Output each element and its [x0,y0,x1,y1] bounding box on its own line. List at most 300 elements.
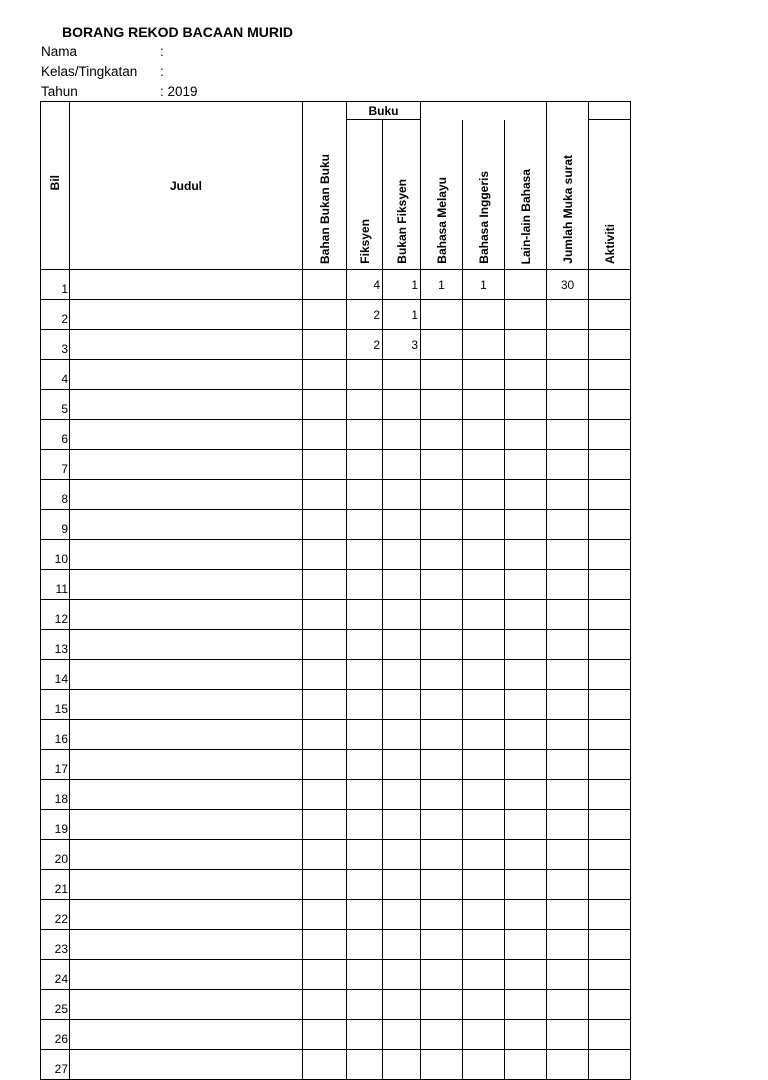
row-lain-lain-bahasa [505,840,547,870]
row-bahasa-melayu [421,600,463,630]
row-fiksyen [347,780,383,810]
row-aktiviti [589,300,631,330]
row-bil: 4 [41,360,70,390]
row-lain-lain-bahasa [505,420,547,450]
header-bahasa-melayu: Bahasa Melayu [421,120,463,270]
row-bil: 19 [41,810,70,840]
row-fiksyen [347,570,383,600]
row-bahasa-inggeris [463,360,505,390]
row-bahasa-inggeris [463,420,505,450]
row-bahan-bukan-buku [303,450,347,480]
row-bukan-fiksyen [383,510,421,540]
row-fiksyen [347,660,383,690]
row-fiksyen [347,390,383,420]
row-bahan-bukan-buku [303,600,347,630]
row-bahasa-inggeris [463,990,505,1020]
row-bukan-fiksyen [383,990,421,1020]
row-bahasa-melayu [421,840,463,870]
table-row [41,450,631,480]
row-judul [70,1050,303,1080]
row-bahasa-melayu [421,750,463,780]
row-bahan-bukan-buku [303,300,347,330]
row-bahasa-inggeris [463,780,505,810]
row-bukan-fiksyen: 3 [383,330,421,360]
row-fiksyen [347,690,383,720]
row-bahasa-melayu [421,630,463,660]
row-bahasa-inggeris [463,690,505,720]
row-jumlah-muka-surat [547,990,589,1020]
row-lain-lain-bahasa [505,750,547,780]
row-bahasa-melayu [421,1050,463,1080]
row-bahasa-inggeris [463,750,505,780]
row-lain-lain-bahasa [505,1020,547,1050]
row-judul [70,780,303,810]
table-row [41,600,631,630]
field-label: Kelas/Tingkatan [41,64,138,79]
row-bukan-fiksyen [383,720,421,750]
row-jumlah-muka-surat [547,840,589,870]
row-fiksyen [347,510,383,540]
row-bahan-bukan-buku [303,840,347,870]
row-bahan-bukan-buku [303,480,347,510]
row-aktiviti [589,360,631,390]
row-bahasa-melayu [421,510,463,540]
row-bahan-bukan-buku [303,510,347,540]
row-jumlah-muka-surat [547,870,589,900]
row-bukan-fiksyen [383,1050,421,1080]
row-bahasa-inggeris [463,840,505,870]
row-aktiviti [589,510,631,540]
row-judul [70,270,303,300]
row-bahasa-melayu [421,810,463,840]
row-jumlah-muka-surat [547,1020,589,1050]
row-judul [70,690,303,720]
row-fiksyen [347,630,383,660]
row-lain-lain-bahasa [505,480,547,510]
row-jumlah-muka-surat [547,720,589,750]
table-row [41,570,631,600]
row-bahasa-melayu [421,570,463,600]
row-jumlah-muka-surat [547,690,589,720]
row-bil: 12 [41,600,70,630]
row-bil: 8 [41,480,70,510]
table-row [41,780,631,810]
field-value: : [160,44,164,59]
table-row [41,510,631,540]
row-lain-lain-bahasa [505,930,547,960]
row-bahasa-inggeris [463,570,505,600]
row-bahasa-inggeris [463,900,505,930]
row-bahasa-melayu [421,540,463,570]
row-aktiviti [589,870,631,900]
row-bahasa-melayu [421,930,463,960]
row-fiksyen [347,480,383,510]
header-bahasa-inggeris: Bahasa Inggeris [463,120,505,270]
header-buku-group: Buku [347,102,421,120]
row-fiksyen [347,450,383,480]
row-jumlah-muka-surat [547,630,589,660]
row-aktiviti [589,840,631,870]
row-bil: 18 [41,780,70,810]
header-bil: Bil [41,102,70,270]
row-bahasa-inggeris [463,870,505,900]
row-judul [70,540,303,570]
table-row [41,690,631,720]
row-bil: 27 [41,1050,70,1080]
row-lain-lain-bahasa [505,660,547,690]
row-lain-lain-bahasa [505,330,547,360]
row-aktiviti [589,330,631,360]
row-aktiviti [589,600,631,630]
row-bukan-fiksyen: 1 [383,300,421,330]
row-bahasa-melayu [421,870,463,900]
row-fiksyen [347,420,383,450]
row-bahasa-melayu [421,450,463,480]
row-fiksyen: 2 [347,300,383,330]
row-bukan-fiksyen [383,960,421,990]
row-lain-lain-bahasa [505,900,547,930]
reading-record-table [40,101,631,1080]
table-row [41,750,631,780]
row-judul [70,390,303,420]
row-lain-lain-bahasa [505,450,547,480]
row-judul [70,990,303,1020]
row-fiksyen [347,540,383,570]
row-bukan-fiksyen [383,420,421,450]
row-fiksyen [347,900,383,930]
table-row [41,480,631,510]
row-aktiviti [589,420,631,450]
table-row [41,360,631,390]
row-jumlah-muka-surat [547,300,589,330]
row-bil: 5 [41,390,70,420]
header-judul: Judul [70,102,303,270]
table-row [41,930,631,960]
row-lain-lain-bahasa [505,960,547,990]
header-bukan-fiksyen: Bukan Fiksyen [383,120,421,270]
table-row [41,630,631,660]
row-bahasa-melayu [421,900,463,930]
header-aktiviti-top [589,102,631,120]
row-fiksyen [347,960,383,990]
row-aktiviti [589,630,631,660]
table-row [41,390,631,420]
row-judul [70,630,303,660]
row-lain-lain-bahasa [505,300,547,330]
row-bahan-bukan-buku [303,780,347,810]
row-jumlah-muka-surat: 30 [547,270,589,300]
row-bahasa-melayu [421,480,463,510]
row-judul [70,870,303,900]
row-jumlah-muka-surat [547,810,589,840]
row-lain-lain-bahasa [505,540,547,570]
row-bahan-bukan-buku [303,810,347,840]
row-bahasa-inggeris [463,390,505,420]
header-aktiviti: Aktiviti [589,120,631,270]
row-aktiviti [589,810,631,840]
table-row [41,900,631,930]
row-judul [70,330,303,360]
row-jumlah-muka-surat [547,600,589,630]
row-aktiviti [589,690,631,720]
row-bahasa-inggeris [463,930,505,960]
row-bahasa-melayu [421,960,463,990]
row-jumlah-muka-surat [547,750,589,780]
row-bahasa-melayu [421,720,463,750]
table-row [41,810,631,840]
row-bahasa-melayu [421,990,463,1020]
row-bukan-fiksyen [383,360,421,390]
row-bil: 2 [41,300,70,330]
row-lain-lain-bahasa [505,780,547,810]
row-bukan-fiksyen: 1 [383,270,421,300]
row-bahasa-melayu [421,690,463,720]
row-bil: 6 [41,420,70,450]
table-row [41,990,631,1020]
row-bahasa-inggeris [463,450,505,480]
row-bukan-fiksyen [383,1020,421,1050]
row-aktiviti [589,930,631,960]
row-aktiviti [589,750,631,780]
row-lain-lain-bahasa [505,270,547,300]
table-row [41,960,631,990]
row-bil: 16 [41,720,70,750]
row-fiksyen [347,720,383,750]
row-aktiviti [589,960,631,990]
row-bahasa-inggeris [463,510,505,540]
row-aktiviti [589,1050,631,1080]
row-jumlah-muka-surat [547,480,589,510]
row-bukan-fiksyen [383,870,421,900]
row-bil: 24 [41,960,70,990]
row-bil: 15 [41,690,70,720]
row-judul [70,810,303,840]
row-bil: 22 [41,900,70,930]
row-bahan-bukan-buku [303,990,347,1020]
row-bukan-fiksyen [383,900,421,930]
row-jumlah-muka-surat [547,900,589,930]
row-judul [70,960,303,990]
row-bukan-fiksyen [383,540,421,570]
row-judul [70,600,303,630]
form-title: BORANG REKOD BACAAN MURID [62,24,293,40]
row-bahan-bukan-buku [303,900,347,930]
row-aktiviti [589,990,631,1020]
row-lain-lain-bahasa [505,870,547,900]
row-bahasa-inggeris [463,300,505,330]
row-bahasa-inggeris [463,960,505,990]
row-aktiviti [589,570,631,600]
row-judul [70,720,303,750]
row-jumlah-muka-surat [547,540,589,570]
row-bahasa-melayu [421,420,463,450]
row-bahasa-melayu [421,330,463,360]
row-bahan-bukan-buku [303,270,347,300]
row-fiksyen: 2 [347,330,383,360]
row-bil: 25 [41,990,70,1020]
row-bahasa-melayu [421,780,463,810]
row-aktiviti [589,540,631,570]
row-bahasa-inggeris [463,720,505,750]
row-aktiviti [589,1020,631,1050]
row-bahasa-inggeris: 1 [463,270,505,300]
row-bukan-fiksyen [383,690,421,720]
row-bahan-bukan-buku [303,360,347,390]
table-row [41,870,631,900]
row-bahan-bukan-buku [303,930,347,960]
field-value: : [160,64,164,79]
row-bahasa-inggeris [463,660,505,690]
field-value: : 2019 [160,84,198,99]
table-row [41,720,631,750]
row-bahan-bukan-buku [303,870,347,900]
table-row [41,330,631,360]
row-jumlah-muka-surat [547,450,589,480]
row-bukan-fiksyen [383,930,421,960]
row-bukan-fiksyen [383,600,421,630]
row-bahasa-melayu [421,390,463,420]
row-bahan-bukan-buku [303,1020,347,1050]
row-bil: 9 [41,510,70,540]
row-bukan-fiksyen [383,450,421,480]
row-judul [70,900,303,930]
row-jumlah-muka-surat [547,330,589,360]
row-fiksyen [347,600,383,630]
row-lain-lain-bahasa [505,810,547,840]
row-lain-lain-bahasa [505,690,547,720]
row-fiksyen [347,990,383,1020]
row-jumlah-muka-surat [547,660,589,690]
row-jumlah-muka-surat [547,780,589,810]
row-bil: 23 [41,930,70,960]
row-lain-lain-bahasa [505,990,547,1020]
row-judul [70,570,303,600]
header-fiksyen: Fiksyen [347,120,383,270]
row-lain-lain-bahasa [505,600,547,630]
row-fiksyen [347,1020,383,1050]
row-aktiviti [589,720,631,750]
row-bahan-bukan-buku [303,390,347,420]
row-bahasa-inggeris [463,480,505,510]
row-jumlah-muka-surat [547,960,589,990]
header-bahan-bukan-buku: Bahan Bukan Buku [303,102,347,270]
row-judul [70,930,303,960]
table-row [41,840,631,870]
row-jumlah-muka-surat [547,1050,589,1080]
row-bahan-bukan-buku [303,1050,347,1080]
row-bahasa-melayu [421,360,463,390]
row-lain-lain-bahasa [505,1050,547,1080]
row-lain-lain-bahasa [505,630,547,660]
row-bil: 26 [41,1020,70,1050]
row-judul [70,480,303,510]
row-lain-lain-bahasa [505,510,547,540]
row-bahasa-inggeris [463,330,505,360]
row-jumlah-muka-surat [547,420,589,450]
row-bil: 11 [41,570,70,600]
row-bahasa-inggeris [463,1020,505,1050]
row-bil: 21 [41,870,70,900]
row-bahan-bukan-buku [303,660,347,690]
row-bahasa-inggeris [463,600,505,630]
row-lain-lain-bahasa [505,570,547,600]
row-judul [70,840,303,870]
row-bahasa-inggeris [463,630,505,660]
row-bahasa-melayu: 1 [421,270,463,300]
row-bahan-bukan-buku [303,690,347,720]
row-judul [70,300,303,330]
row-aktiviti [589,780,631,810]
row-lain-lain-bahasa [505,720,547,750]
row-bukan-fiksyen [383,570,421,600]
row-judul [70,510,303,540]
row-jumlah-muka-surat [547,390,589,420]
row-bukan-fiksyen [383,630,421,660]
row-judul [70,420,303,450]
row-judul [70,750,303,780]
field-label: Tahun [41,84,78,99]
row-aktiviti [589,390,631,420]
row-bukan-fiksyen [383,810,421,840]
row-bahan-bukan-buku [303,720,347,750]
row-bahan-bukan-buku [303,420,347,450]
row-fiksyen [347,870,383,900]
header-lain-lain-bahasa: Lain-lain Bahasa [505,120,547,270]
row-bahasa-melayu [421,300,463,330]
row-bahan-bukan-buku [303,330,347,360]
row-bil: 14 [41,660,70,690]
row-bil: 10 [41,540,70,570]
row-judul [70,1020,303,1050]
row-bil: 3 [41,330,70,360]
row-bahasa-inggeris [463,1050,505,1080]
row-bahasa-melayu [421,1020,463,1050]
row-bukan-fiksyen [383,750,421,780]
row-bukan-fiksyen [383,840,421,870]
row-jumlah-muka-surat [547,570,589,600]
row-bukan-fiksyen [383,390,421,420]
row-jumlah-muka-surat [547,930,589,960]
row-fiksyen [347,840,383,870]
row-fiksyen [347,810,383,840]
row-aktiviti [589,900,631,930]
row-aktiviti [589,660,631,690]
row-fiksyen [347,750,383,780]
row-bahasa-inggeris [463,810,505,840]
table-row [41,660,631,690]
row-bil: 17 [41,750,70,780]
row-bil: 20 [41,840,70,870]
row-lain-lain-bahasa [505,390,547,420]
table-row [41,540,631,570]
row-jumlah-muka-surat [547,360,589,390]
row-bahan-bukan-buku [303,570,347,600]
row-bukan-fiksyen [383,660,421,690]
row-bahan-bukan-buku [303,750,347,780]
row-judul [70,660,303,690]
table-row [41,300,631,330]
table-row [41,270,631,300]
row-bil: 1 [41,270,70,300]
row-judul [70,450,303,480]
row-aktiviti [589,270,631,300]
row-bil: 7 [41,450,70,480]
row-jumlah-muka-surat [547,510,589,540]
row-lain-lain-bahasa [505,360,547,390]
row-fiksyen [347,1050,383,1080]
row-aktiviti [589,480,631,510]
row-bil: 13 [41,630,70,660]
